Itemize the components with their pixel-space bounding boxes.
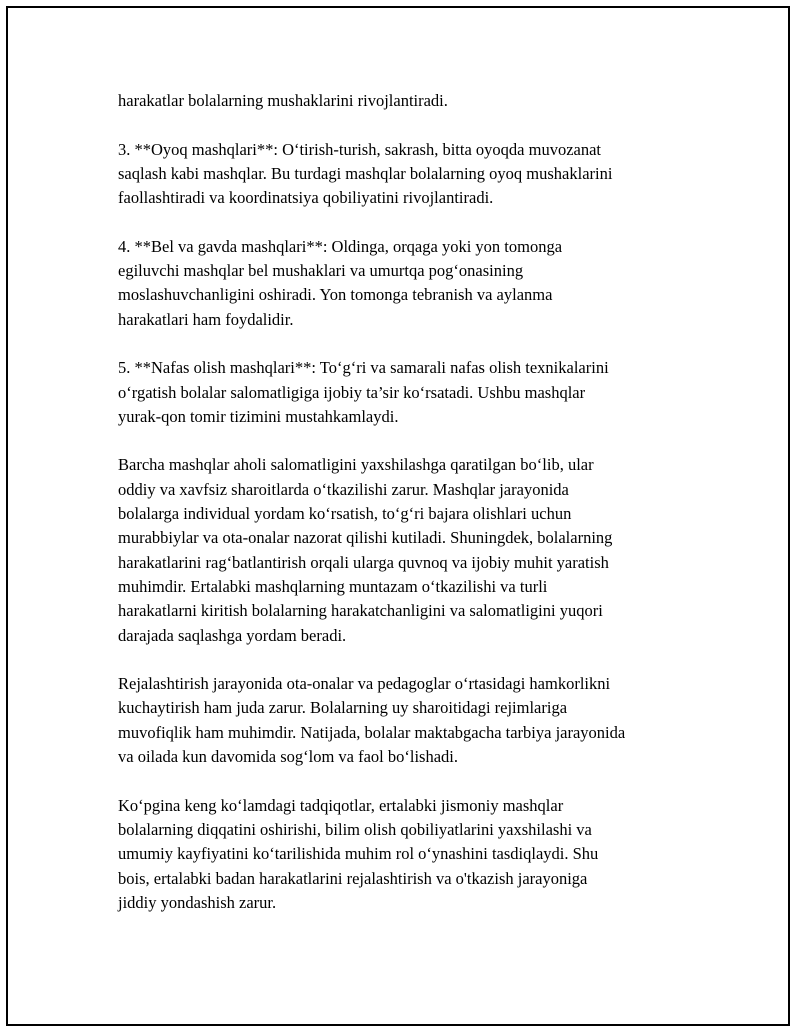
text-line: umumiy kayfiyatini ko‘tarilishida muhim rol o‘ynashini tasdiqlaydi. Shu bbox=[118, 844, 599, 864]
text-line: harakatlar bolalarning mushaklarini rivojlantiradi. bbox=[118, 91, 448, 110]
document-body bbox=[118, 89, 698, 939]
text-line: Rejalashtirish jarayonida ota-onalar va pedagoglar o‘rtasidagi hamkorlikni bbox=[118, 674, 611, 694]
paragraph-2 bbox=[118, 138, 698, 211]
text-line: moslashuvchanligini oshiradi. Yon tomonga tebranish va aylanma bbox=[118, 285, 553, 305]
paragraph-6 bbox=[118, 672, 698, 769]
text-line: kuchaytirish ham juda zarur. Bolalarning uy sharoitidagi rejimlariga bbox=[118, 698, 568, 718]
text-line: muvofiqlik ham muhimdir. Natijada, bolalar maktabgacha tarbiya jarayonida bbox=[118, 722, 626, 742]
text-line: faollashtiradi va koordinatsiya qobiliyatini rivojlantiradi. bbox=[118, 188, 494, 208]
text-line: harakatlarni kiritish bolalarning harakatchanligini va salomatligini yuqori bbox=[118, 601, 603, 621]
text-line: 4. **Bel va gavda mashqlari**: Oldinga, orqaga yoki yon tomonga bbox=[118, 236, 563, 256]
text-line: va oilada kun davomida sog‘lom va faol bo‘lishadi. bbox=[118, 747, 459, 767]
text-line: murabbiylar va ota-onalar nazorat qilishi kutiladi. Shuningdek, bolalarning bbox=[118, 528, 613, 548]
paragraph-5 bbox=[118, 453, 698, 647]
text-line: oddiy va xavfsiz sharoitlarda o‘tkazilishi zarur. Mashqlar jarayonida bbox=[118, 479, 569, 499]
text-line: muhimdir. Ertalabki mashqlarning muntazam o‘tkazilishi va turli bbox=[118, 576, 548, 596]
text-line: egiluvchi mashqlar bel mushaklari va umurtqa pog‘onasining bbox=[118, 261, 524, 281]
text-line: jiddiy yondashish zarur. bbox=[118, 892, 277, 912]
text-line: o‘rgatish bolalar salomatligiga ijobiy ta’sir ko‘rsatadi. Ushbu mashqlar bbox=[118, 382, 586, 402]
text-line: bois, ertalabki badan harakatlarini rejalashtirish va o'tkazish jarayoniga bbox=[118, 868, 588, 888]
text-line: harakatlari ham foydalidir. bbox=[118, 309, 294, 329]
text-line: 3. **Oyoq mashqlari**: O‘tirish-turish, sakrash, bitta oyoqda muvozanat bbox=[118, 139, 601, 159]
text-line: bolalarning diqqatini oshirishi, bilim olish qobiliyatlarini yaxshilashi va bbox=[118, 819, 592, 839]
text-line: bolalarga individual yordam ko‘rsatish, to‘g‘ri bajara olishlari uchun bbox=[118, 504, 572, 524]
text-line: yurak-qon tomir tizimini mustahkamlaydi. bbox=[118, 406, 399, 426]
text-line: darajada saqlashga yordam beradi. bbox=[118, 625, 347, 645]
text-line: Ko‘pgina keng ko‘lamdagi tadqiqotlar, ertalabki jismoniy mashqlar bbox=[118, 795, 564, 815]
paragraph-4 bbox=[118, 356, 698, 429]
paragraph-1 bbox=[118, 89, 698, 113]
text-line: 5. **Nafas olish mashqlari**: To‘g‘ri va samarali nafas olish texnikalarini bbox=[118, 358, 609, 378]
text-line: harakatlarini rag‘batlantirish orqali ularga quvnoq va ijobiy muhit yaratish bbox=[118, 552, 609, 572]
paragraph-7 bbox=[118, 794, 698, 915]
text-line: saqlash kabi mashqlar. Bu turdagi mashqlar bolalarning oyoq mushaklarini bbox=[118, 163, 613, 183]
text-line: Barcha mashqlar aholi salomatligini yaxshilashga qaratilgan bo‘lib, ular bbox=[118, 455, 594, 475]
paragraph-3 bbox=[118, 235, 698, 332]
